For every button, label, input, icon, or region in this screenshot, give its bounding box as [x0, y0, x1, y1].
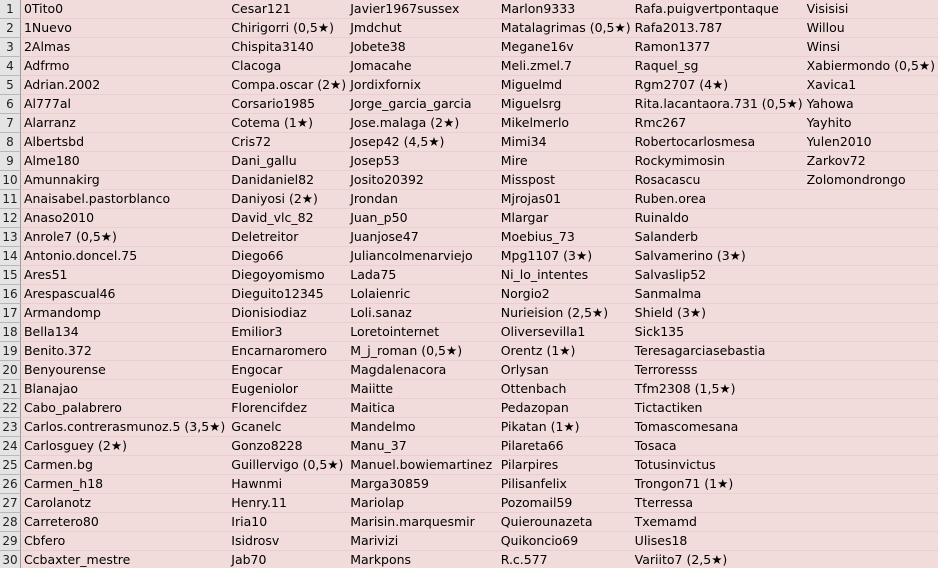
cell[interactable]: Jordixfornix — [347, 76, 497, 95]
cell[interactable]: Yulen2010 — [803, 133, 937, 152]
table-row — [0, 494, 938, 513]
cell[interactable]: Zarkov72 — [803, 152, 937, 171]
cell[interactable]: Mariolap — [347, 494, 497, 513]
table-row — [0, 361, 938, 380]
cell[interactable] — [803, 494, 937, 513]
cell[interactable]: Zolomondrongo — [803, 171, 937, 190]
cell[interactable] — [803, 342, 937, 361]
cell[interactable]: Benito.372 — [20, 342, 227, 361]
cell[interactable]: Clacoga — [228, 57, 347, 76]
cell[interactable] — [803, 190, 937, 209]
cell[interactable]: Megane16v — [497, 38, 631, 57]
cell[interactable]: Alarranz — [20, 114, 227, 133]
cell[interactable]: Winsi — [803, 38, 937, 57]
table-row — [0, 209, 938, 228]
cell[interactable]: Marlon9333 — [497, 0, 631, 19]
table-row — [0, 304, 938, 323]
cell[interactable]: Carlos.contrerasmunoz.5 (3,5★) — [20, 418, 227, 437]
cell[interactable]: Meli.zmel.7 — [497, 57, 631, 76]
cell[interactable] — [803, 304, 937, 323]
cell[interactable]: Cabo_palabrero — [20, 399, 227, 418]
cell[interactable]: Ccbaxter_mestre — [20, 551, 227, 568]
row-header[interactable]: 6 — [0, 95, 20, 114]
cell[interactable]: Pilarpires — [497, 456, 631, 475]
cell[interactable]: Quikoncio69 — [497, 532, 631, 551]
table-row — [0, 285, 938, 304]
cell[interactable]: Antonio.doncel.75 — [20, 247, 227, 266]
cell[interactable]: Matalagrimas (0,5★) — [497, 19, 631, 38]
cell[interactable]: Pozomail59 — [497, 494, 631, 513]
cell[interactable]: Rita.lacantaora.731 (0,5★) — [631, 95, 803, 114]
cell[interactable]: Rafa2013.787 — [631, 19, 803, 38]
cell[interactable]: Jomacahe — [347, 57, 497, 76]
cell[interactable]: Al777al — [20, 95, 227, 114]
row-header[interactable]: 4 — [0, 57, 20, 76]
cell[interactable]: Emilior3 — [228, 323, 347, 342]
table-row — [0, 380, 938, 399]
cell[interactable] — [803, 456, 937, 475]
cell[interactable]: Manu_37 — [347, 437, 497, 456]
cell[interactable]: Alme180 — [20, 152, 227, 171]
cell[interactable]: Amunnakirg — [20, 171, 227, 190]
cell[interactable] — [803, 266, 937, 285]
cell[interactable]: Gcanelc — [228, 418, 347, 437]
cell[interactable]: Albertsbd — [20, 133, 227, 152]
table-row — [0, 399, 938, 418]
cell[interactable]: Ottenbach — [497, 380, 631, 399]
cell[interactable] — [803, 323, 937, 342]
row-header[interactable]: 9 — [0, 152, 20, 171]
row-header[interactable]: 20 — [0, 361, 20, 380]
table-row — [0, 38, 938, 57]
cell[interactable]: Trongon71 (1★) — [631, 475, 803, 494]
cell[interactable]: M_j_roman (0,5★) — [347, 342, 497, 361]
row-header[interactable]: 8 — [0, 133, 20, 152]
cell[interactable]: Ruben.orea — [631, 190, 803, 209]
cell[interactable]: Hawnmi — [228, 475, 347, 494]
cell[interactable]: Manuel.bowiemartinez — [347, 456, 497, 475]
cell[interactable]: Shield (3★) — [631, 304, 803, 323]
table-row — [0, 323, 938, 342]
cell[interactable]: Tfm2308 (1,5★) — [631, 380, 803, 399]
cell[interactable]: Nurieision (2,5★) — [497, 304, 631, 323]
cell[interactable]: Tterressa — [631, 494, 803, 513]
cell[interactable]: Jrondan — [347, 190, 497, 209]
cell[interactable]: Josep42 (4,5★) — [347, 133, 497, 152]
table-row — [0, 228, 938, 247]
cell[interactable]: Mlargar — [497, 209, 631, 228]
cell[interactable]: Ni_lo_intentes — [497, 266, 631, 285]
cell[interactable]: Iria10 — [228, 513, 347, 532]
cell[interactable]: Bella134 — [20, 323, 227, 342]
cell[interactable]: Loretointernet — [347, 323, 497, 342]
cell[interactable]: Mikelmerlo — [497, 114, 631, 133]
row-header[interactable]: 15 — [0, 266, 20, 285]
table-row — [0, 437, 938, 456]
cell[interactable]: Corsario1985 — [228, 95, 347, 114]
cell[interactable]: Maitica — [347, 399, 497, 418]
row-header[interactable]: 14 — [0, 247, 20, 266]
cell[interactable]: David_vlc_82 — [228, 209, 347, 228]
row-header[interactable]: 26 — [0, 475, 20, 494]
row-header[interactable]: 22 — [0, 399, 20, 418]
cell[interactable]: Encarnaromero — [228, 342, 347, 361]
row-header[interactable]: 27 — [0, 494, 20, 513]
cell[interactable]: Cris72 — [228, 133, 347, 152]
table-row — [0, 456, 938, 475]
cell[interactable]: Totusinvictus — [631, 456, 803, 475]
row-header[interactable]: 10 — [0, 171, 20, 190]
cell[interactable] — [803, 209, 937, 228]
row-header[interactable]: 5 — [0, 76, 20, 95]
cell[interactable]: Carmen.bg — [20, 456, 227, 475]
cell[interactable]: Orlysan — [497, 361, 631, 380]
row-header[interactable]: 18 — [0, 323, 20, 342]
cell[interactable]: Yayhito — [803, 114, 937, 133]
cell[interactable]: Carlosguey (2★) — [20, 437, 227, 456]
table-row — [0, 190, 938, 209]
cell[interactable]: Anaisabel.pastorblanco — [20, 190, 227, 209]
cell[interactable]: Marivizi — [347, 532, 497, 551]
cell[interactable]: Pilareta66 — [497, 437, 631, 456]
cell[interactable]: Rafa.puigvertpontaque — [631, 0, 803, 19]
cell[interactable]: Gonzo8228 — [228, 437, 347, 456]
cell[interactable]: Maiitte — [347, 380, 497, 399]
row-header[interactable]: 25 — [0, 456, 20, 475]
cell[interactable]: Robertocarlosmesa — [631, 133, 803, 152]
cell[interactable]: Salanderb — [631, 228, 803, 247]
cell[interactable]: Rockymimosin — [631, 152, 803, 171]
cell[interactable]: Eugeniolor — [228, 380, 347, 399]
cell[interactable]: Mimi34 — [497, 133, 631, 152]
cell[interactable]: Dieguito12345 — [228, 285, 347, 304]
cell[interactable] — [803, 361, 937, 380]
cell[interactable]: Mjrojas01 — [497, 190, 631, 209]
cell[interactable]: Visisisi — [803, 0, 937, 19]
cell[interactable]: Marisin.marquesmir — [347, 513, 497, 532]
cell[interactable]: Blanajao — [20, 380, 227, 399]
cell[interactable] — [803, 380, 937, 399]
cell[interactable]: Isidrosv — [228, 532, 347, 551]
table-row — [0, 266, 938, 285]
cell[interactable]: Oliversevilla1 — [497, 323, 631, 342]
cell[interactable]: Henry.11 — [228, 494, 347, 513]
cell[interactable]: Daniyosi (2★) — [228, 190, 347, 209]
cell[interactable] — [803, 532, 937, 551]
cell[interactable]: Jmdchut — [347, 19, 497, 38]
cell[interactable]: Jab70 — [228, 551, 347, 568]
cell[interactable]: Xabiermondo (0,5★) — [803, 57, 937, 76]
table-row — [0, 0, 938, 19]
cell[interactable]: Tosaca — [631, 437, 803, 456]
cell[interactable]: Sanmalma — [631, 285, 803, 304]
table-row — [0, 114, 938, 133]
table-row — [0, 133, 938, 152]
cell[interactable]: Diegoyomismo — [228, 266, 347, 285]
cell[interactable]: Jose.malaga (2★) — [347, 114, 497, 133]
cell[interactable] — [803, 247, 937, 266]
table-row — [0, 475, 938, 494]
cell[interactable]: Ruinaldo — [631, 209, 803, 228]
cell[interactable]: Rgm2707 (4★) — [631, 76, 803, 95]
cell[interactable]: Raquel_sg — [631, 57, 803, 76]
cell[interactable]: Lada75 — [347, 266, 497, 285]
cell[interactable]: Engocar — [228, 361, 347, 380]
cell[interactable]: Ulises18 — [631, 532, 803, 551]
cell[interactable]: Xavica1 — [803, 76, 937, 95]
table-row — [0, 532, 938, 551]
row-header[interactable]: 23 — [0, 418, 20, 437]
cell[interactable] — [803, 475, 937, 494]
cell[interactable]: Txemamd — [631, 513, 803, 532]
row-header[interactable]: 28 — [0, 513, 20, 532]
cell[interactable] — [803, 437, 937, 456]
cell[interactable]: Salvamerino (3★) — [631, 247, 803, 266]
cell[interactable]: Ramon1377 — [631, 38, 803, 57]
cell[interactable]: Tictactiken — [631, 399, 803, 418]
cell[interactable]: Teresagarciasebastia — [631, 342, 803, 361]
cell[interactable]: Armandomp — [20, 304, 227, 323]
cell[interactable]: Danidaniel82 — [228, 171, 347, 190]
table-row — [0, 342, 938, 361]
cell[interactable]: Deletreitor — [228, 228, 347, 247]
cell[interactable]: 1Nuevo — [20, 19, 227, 38]
table-row — [0, 171, 938, 190]
cell[interactable]: Josep53 — [347, 152, 497, 171]
cell[interactable]: Willou — [803, 19, 937, 38]
table-row — [0, 418, 938, 437]
row-header[interactable]: 12 — [0, 209, 20, 228]
cell[interactable]: Lolaienric — [347, 285, 497, 304]
cell[interactable] — [803, 285, 937, 304]
cell[interactable]: Josito20392 — [347, 171, 497, 190]
cell[interactable]: Magdalenacora — [347, 361, 497, 380]
cell[interactable]: Markpons — [347, 551, 497, 568]
cell[interactable] — [803, 551, 937, 568]
row-header[interactable]: 2 — [0, 19, 20, 38]
cell[interactable]: Chispita3140 — [228, 38, 347, 57]
row-header[interactable]: 19 — [0, 342, 20, 361]
cell[interactable]: Adrian.2002 — [20, 76, 227, 95]
cell[interactable]: Mpg1107 (3★) — [497, 247, 631, 266]
row-header[interactable]: 7 — [0, 114, 20, 133]
cell[interactable]: Mandelmo — [347, 418, 497, 437]
cell[interactable] — [803, 228, 937, 247]
table-row — [0, 57, 938, 76]
cell[interactable]: Miguelmd — [497, 76, 631, 95]
row-header[interactable]: 11 — [0, 190, 20, 209]
table-row — [0, 76, 938, 95]
cell[interactable]: Moebius_73 — [497, 228, 631, 247]
cell[interactable]: Dani_gallu — [228, 152, 347, 171]
cell[interactable]: Sick135 — [631, 323, 803, 342]
cell[interactable]: Cotema (1★) — [228, 114, 347, 133]
cell[interactable]: Adfrmo — [20, 57, 227, 76]
cell[interactable]: Juanjose47 — [347, 228, 497, 247]
cell[interactable]: Yahowa — [803, 95, 937, 114]
cell[interactable] — [803, 513, 937, 532]
table-row — [0, 152, 938, 171]
row-header[interactable]: 17 — [0, 304, 20, 323]
cell[interactable] — [803, 418, 937, 437]
row-header[interactable]: 29 — [0, 532, 20, 551]
cell[interactable]: Ares51 — [20, 266, 227, 285]
cell[interactable]: Juliancolmenarviejo — [347, 247, 497, 266]
cell[interactable]: Cesar121 — [228, 0, 347, 19]
cell[interactable]: Carretero80 — [20, 513, 227, 532]
cell[interactable]: Arespascual46 — [20, 285, 227, 304]
cell[interactable]: Norgio2 — [497, 285, 631, 304]
cell[interactable]: Tomascomesana — [631, 418, 803, 437]
cell[interactable]: Miguelsrg — [497, 95, 631, 114]
cell[interactable]: Anrole7 (0,5★) — [20, 228, 227, 247]
cell[interactable]: Jorge_garcia_garcia — [347, 95, 497, 114]
cell[interactable]: Marga30859 — [347, 475, 497, 494]
cell[interactable]: Variito7 (2,5★) — [631, 551, 803, 568]
cell[interactable]: Carmen_h18 — [20, 475, 227, 494]
row-header[interactable]: 21 — [0, 380, 20, 399]
row-header[interactable]: 1 — [0, 0, 20, 19]
cell[interactable]: Terroresss — [631, 361, 803, 380]
cell[interactable]: Carolanotz — [20, 494, 227, 513]
cell[interactable]: Jobete38 — [347, 38, 497, 57]
table-row — [0, 95, 938, 114]
cell[interactable]: Javier1967sussex — [347, 0, 497, 19]
row-header[interactable]: 24 — [0, 437, 20, 456]
cell[interactable]: Orentz (1★) — [497, 342, 631, 361]
cell[interactable]: Chirigorri (0,5★) — [228, 19, 347, 38]
cell[interactable]: Dionisiodiaz — [228, 304, 347, 323]
cell[interactable]: Mire — [497, 152, 631, 171]
cell[interactable]: 0Tito0 — [20, 0, 227, 19]
cell[interactable]: Juan_p50 — [347, 209, 497, 228]
cell[interactable]: Rosacascu — [631, 171, 803, 190]
row-header[interactable]: 3 — [0, 38, 20, 57]
cell[interactable]: 2Almas — [20, 38, 227, 57]
row-header[interactable]: 16 — [0, 285, 20, 304]
cell[interactable]: R.c.577 — [497, 551, 631, 568]
cell[interactable]: Pikatan (1★) — [497, 418, 631, 437]
cell[interactable]: Compa.oscar (2★) — [228, 76, 347, 95]
cell[interactable]: Pedazopan — [497, 399, 631, 418]
cell[interactable]: Cbfero — [20, 532, 227, 551]
cell[interactable]: Rmc267 — [631, 114, 803, 133]
table-row — [0, 551, 938, 568]
cell[interactable]: Misspost — [497, 171, 631, 190]
cell[interactable] — [803, 399, 937, 418]
row-header[interactable]: 13 — [0, 228, 20, 247]
cell[interactable]: Diego66 — [228, 247, 347, 266]
cell[interactable]: Loli.sanaz — [347, 304, 497, 323]
cell[interactable]: Florencifdez — [228, 399, 347, 418]
row-header[interactable]: 30 — [0, 551, 20, 568]
cell[interactable]: Pilisanfelix — [497, 475, 631, 494]
table-row — [0, 19, 938, 38]
table-row — [0, 247, 938, 266]
cell[interactable]: Anaso2010 — [20, 209, 227, 228]
table-row — [0, 513, 938, 532]
cell[interactable]: Salvaslip52 — [631, 266, 803, 285]
cell[interactable]: Benyourense — [20, 361, 227, 380]
cell[interactable]: Quierounazeta — [497, 513, 631, 532]
cell[interactable]: Guillervigo (0,5★) — [228, 456, 347, 475]
